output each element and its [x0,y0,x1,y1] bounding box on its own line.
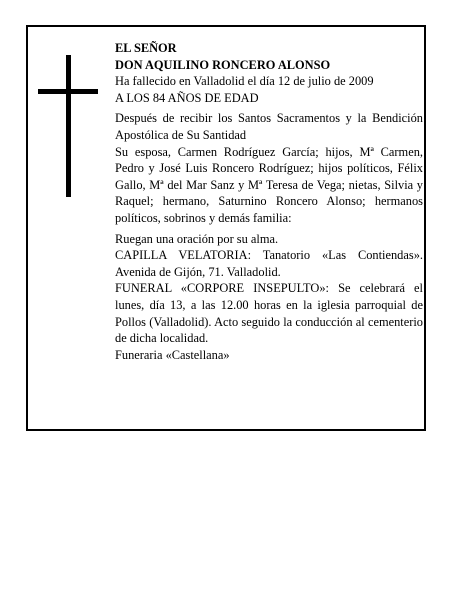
cross-icon [38,55,98,197]
cross-horizontal-bar [38,89,98,94]
chapel-paragraph: CAPILLA VELATORIA: Tanatorio «Las Contiendas». Avenida de Gijón, 71. Valladolid. [115,248,423,279]
funeral-paragraph: FUNERAL «CORPORE INSEPULTO»: Se celebrará el lunes, día 13, a las 12.00 horas en la iglesia parroquial de Pollos (Valladolid). Acto seguido la conducción al cementerio de dicha localidad. [115,281,423,346]
death-line: Ha fallecido en Valladolid el día 12 de julio de 2009 [115,74,374,89]
notice-body [115,40,423,363]
honorific: EL SEÑOR [115,41,177,55]
obituary-notice [26,25,426,431]
age-line: A LOS 84 AÑOS DE EDAD [115,90,259,105]
cross-vertical-bar [66,55,71,197]
family-paragraph: Su esposa, Carmen Rodríguez García; hijos, Mª Carmen, Pedro y José Luis Roncero Rodríguez; hijos políticos, Félix Gallo, Mª del Mar Sanz y Mª Teresa de Vega; nietas, Silvia y Raquel; hermano, Saturnino Roncero Alonso; hermanos políticos, sobrinos y demás familia: [115,144,423,225]
sacraments-paragraph: Después de recibir los Santos Sacramentos y la Bendición Apostólica de Su Santidad [115,111,423,142]
funeral-home: Funeraria «Castellana» [115,347,230,362]
deceased-name: DON AQUILINO RONCERO ALONSO [115,57,331,72]
prayer-line: Ruegan una oración por su alma. [115,231,279,246]
